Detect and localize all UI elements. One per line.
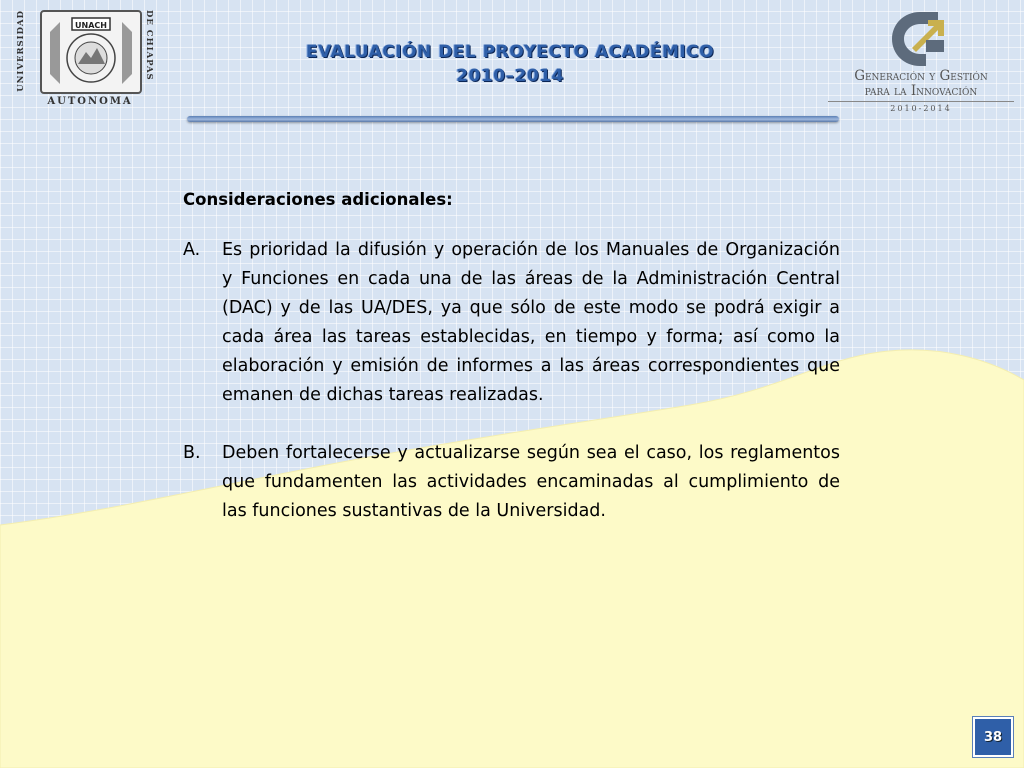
list-item [183, 236, 840, 410]
svg-text:UNACH: UNACH [75, 21, 107, 30]
slide-content [183, 190, 840, 555]
generacion-gestion-logo [828, 8, 1014, 112]
gg-logo-line1: Generación y Gestión [854, 68, 988, 84]
gg-logo-years: 2010-2014 [890, 104, 952, 113]
slide-title [190, 40, 830, 88]
list-item-text: Deben fortalecerse y actualizarse según sea el caso, los reglamentos que fundamenten las actividades encaminadas al cumplimiento de las funciones sustantivas de la Universidad. [222, 443, 840, 521]
list-item-letter: B. [183, 443, 201, 463]
list-item [183, 439, 840, 526]
seal-right-text: DE CHIAPAS [144, 10, 154, 81]
header-divider [187, 116, 839, 122]
seal-emblem-icon [40, 10, 142, 94]
seal-bottom-text: AUTONOMA [47, 96, 133, 107]
slide-title-line2: 2010–2014 [456, 66, 564, 86]
slide-title-line1: EVALUACIÓN DEL PROYECTO ACADÉMICO [305, 42, 715, 62]
gg-logo-line2: para la Innovación [828, 83, 1014, 102]
list-item-letter: A. [183, 240, 201, 260]
university-seal-logo [12, 6, 162, 106]
list-item-text: Es prioridad la difusión y operación de los Manuales de Organización y Funciones en cada una de las áreas de la Administración Central (DAC) y de las UA/DES, ya que sólo de este modo se podrá exigir a cada área las tareas establecidas, en tiempo y forma; así como la elaboración y emisión de informes a las áreas correspondientes que emanen de dichas tareas realizadas. [222, 240, 840, 405]
content-heading: Consideraciones adicionales: [183, 190, 453, 209]
seal-left-text: UNIVERSIDAD [16, 10, 26, 92]
gg-arrow-logo-icon [886, 8, 950, 70]
page-number-badge: 38 [973, 717, 1013, 757]
